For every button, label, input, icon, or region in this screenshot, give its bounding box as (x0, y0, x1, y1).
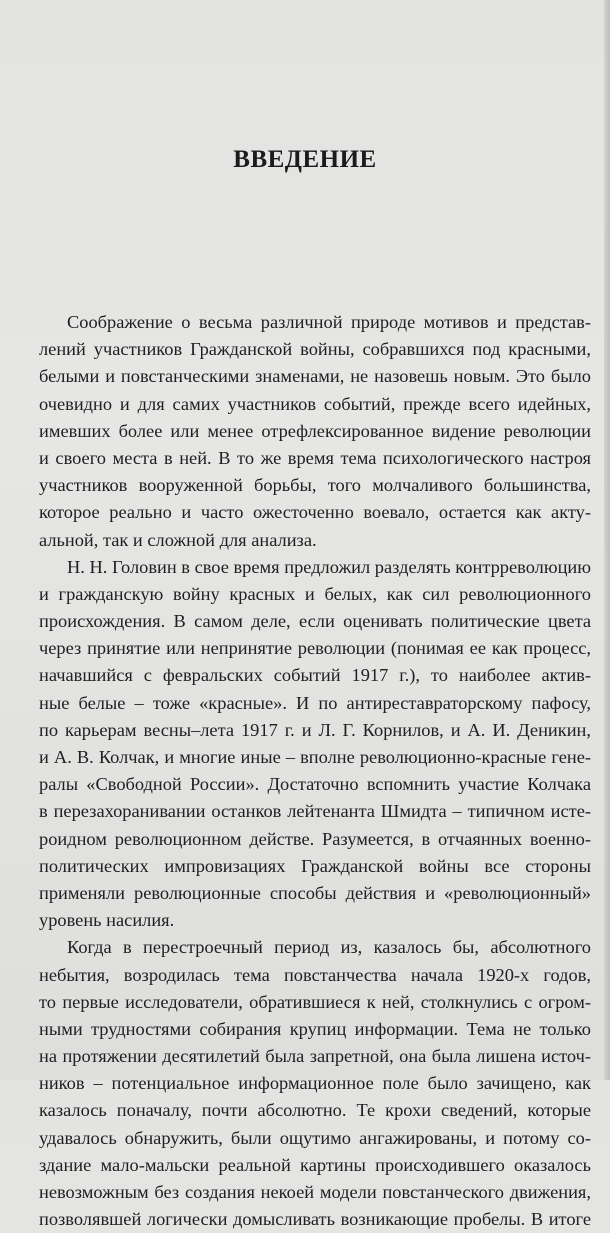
text-line: в перезахоранивании останков лейтенанта Шмидта – типичном истe- (39, 801, 591, 822)
text-line: лений участников Гражданской войны, собравшихся под красными, (39, 339, 591, 360)
text-line: и А. В. Колчак, и многие иные – вполне революционно-красные гене- (39, 747, 591, 767)
text-line: здание мало-мальски реальной картины происходившего оказалось (39, 1154, 591, 1175)
chapter-title: ВВЕДЕНИЕ (233, 146, 377, 173)
paragraph-3 (39, 934, 591, 1233)
text-line: которое реально и часто ожесточенно воевало, остается как акту- (39, 502, 591, 523)
text-line: происхождения. В самом деле, если оценивать политические цвета (39, 611, 591, 632)
text-line: очевидно и для самих участников событий, прежде всего идейных, (39, 393, 591, 414)
text-line: ралы «Свободной России». Достаточно вспомнить участие Колчака (39, 774, 591, 795)
text-line: через принятие или непринятие революции (понимая ее как процесс, (39, 638, 591, 659)
text-line: Когда в перестроечный период из, казалось бы, абсолютного (67, 937, 591, 958)
text-line: альной, так и сложной для анализа. (39, 529, 317, 550)
text-line: имевших более или менее отрефлексированное видение революции (39, 420, 591, 441)
text-line: Соображение о весьма различной природе мотивов и представ- (67, 312, 591, 332)
text-line: по карьерам весны–лета 1917 г. и Л. Г. Корнилов, и А. И. Деникин, (39, 719, 591, 740)
text-line: небытия, возродилась тема повстанчества начала 1920-х годов, (39, 964, 591, 985)
text-line: применяли революционные способы действия и «революционный» (39, 882, 591, 903)
text-line: роидном революционном действе. Разумеется, в отчаянных военно- (39, 828, 591, 849)
text-line: Н. Н. Головин в свое время предложил разделять контрреволюцию (67, 556, 591, 577)
text-line: и своего места в ней. В то же время тема психологического настроя (39, 447, 591, 468)
paragraph-2 (39, 554, 591, 935)
text-line: на протяжении десятилетий была запретной, она была лишена источ- (39, 1046, 591, 1067)
text-line: и гражданскую войну красных и белых, как сил революционного (39, 583, 591, 604)
text-line: позволявшей логически домысливать возникающие пробелы. В итоге (39, 1209, 591, 1230)
text-line: невозможным без создания некоей модели повстанческого движения, (39, 1182, 591, 1202)
text-line: то первые исследователи, обратившиеся к ней, столкнулись с огром- (39, 991, 591, 1012)
text-line: ные белые – тоже «красные». И по антиреставраторскому пафосу, (39, 692, 591, 713)
text-line: ными трудностями собирания крупиц информации. Тема не только (39, 1018, 591, 1039)
text-line: участников вооруженной борьбы, того молчаливого большинства, (39, 475, 591, 496)
text-line: ников – потенциальное информационное поле было зачищено, как (39, 1073, 591, 1094)
text-line: белыми и повстанческими знаменами, не назовешь новым. Это было (39, 366, 591, 387)
paragraph-1 (39, 309, 591, 554)
text-line: политических импровизациях Гражданской войны все стороны (39, 855, 591, 876)
text-line: удавалось обнаружить, были ощутимо ангажированы, и потому со- (39, 1127, 591, 1148)
text-line: казалось поначалу, почти абсолютно. Те крохи сведений, которые (39, 1100, 591, 1121)
text-line: начавшийся с февральских событий 1917 г.), то наиболее актив- (39, 665, 591, 686)
body-text (39, 309, 591, 1233)
text-line: уровень насилия. (39, 910, 175, 931)
